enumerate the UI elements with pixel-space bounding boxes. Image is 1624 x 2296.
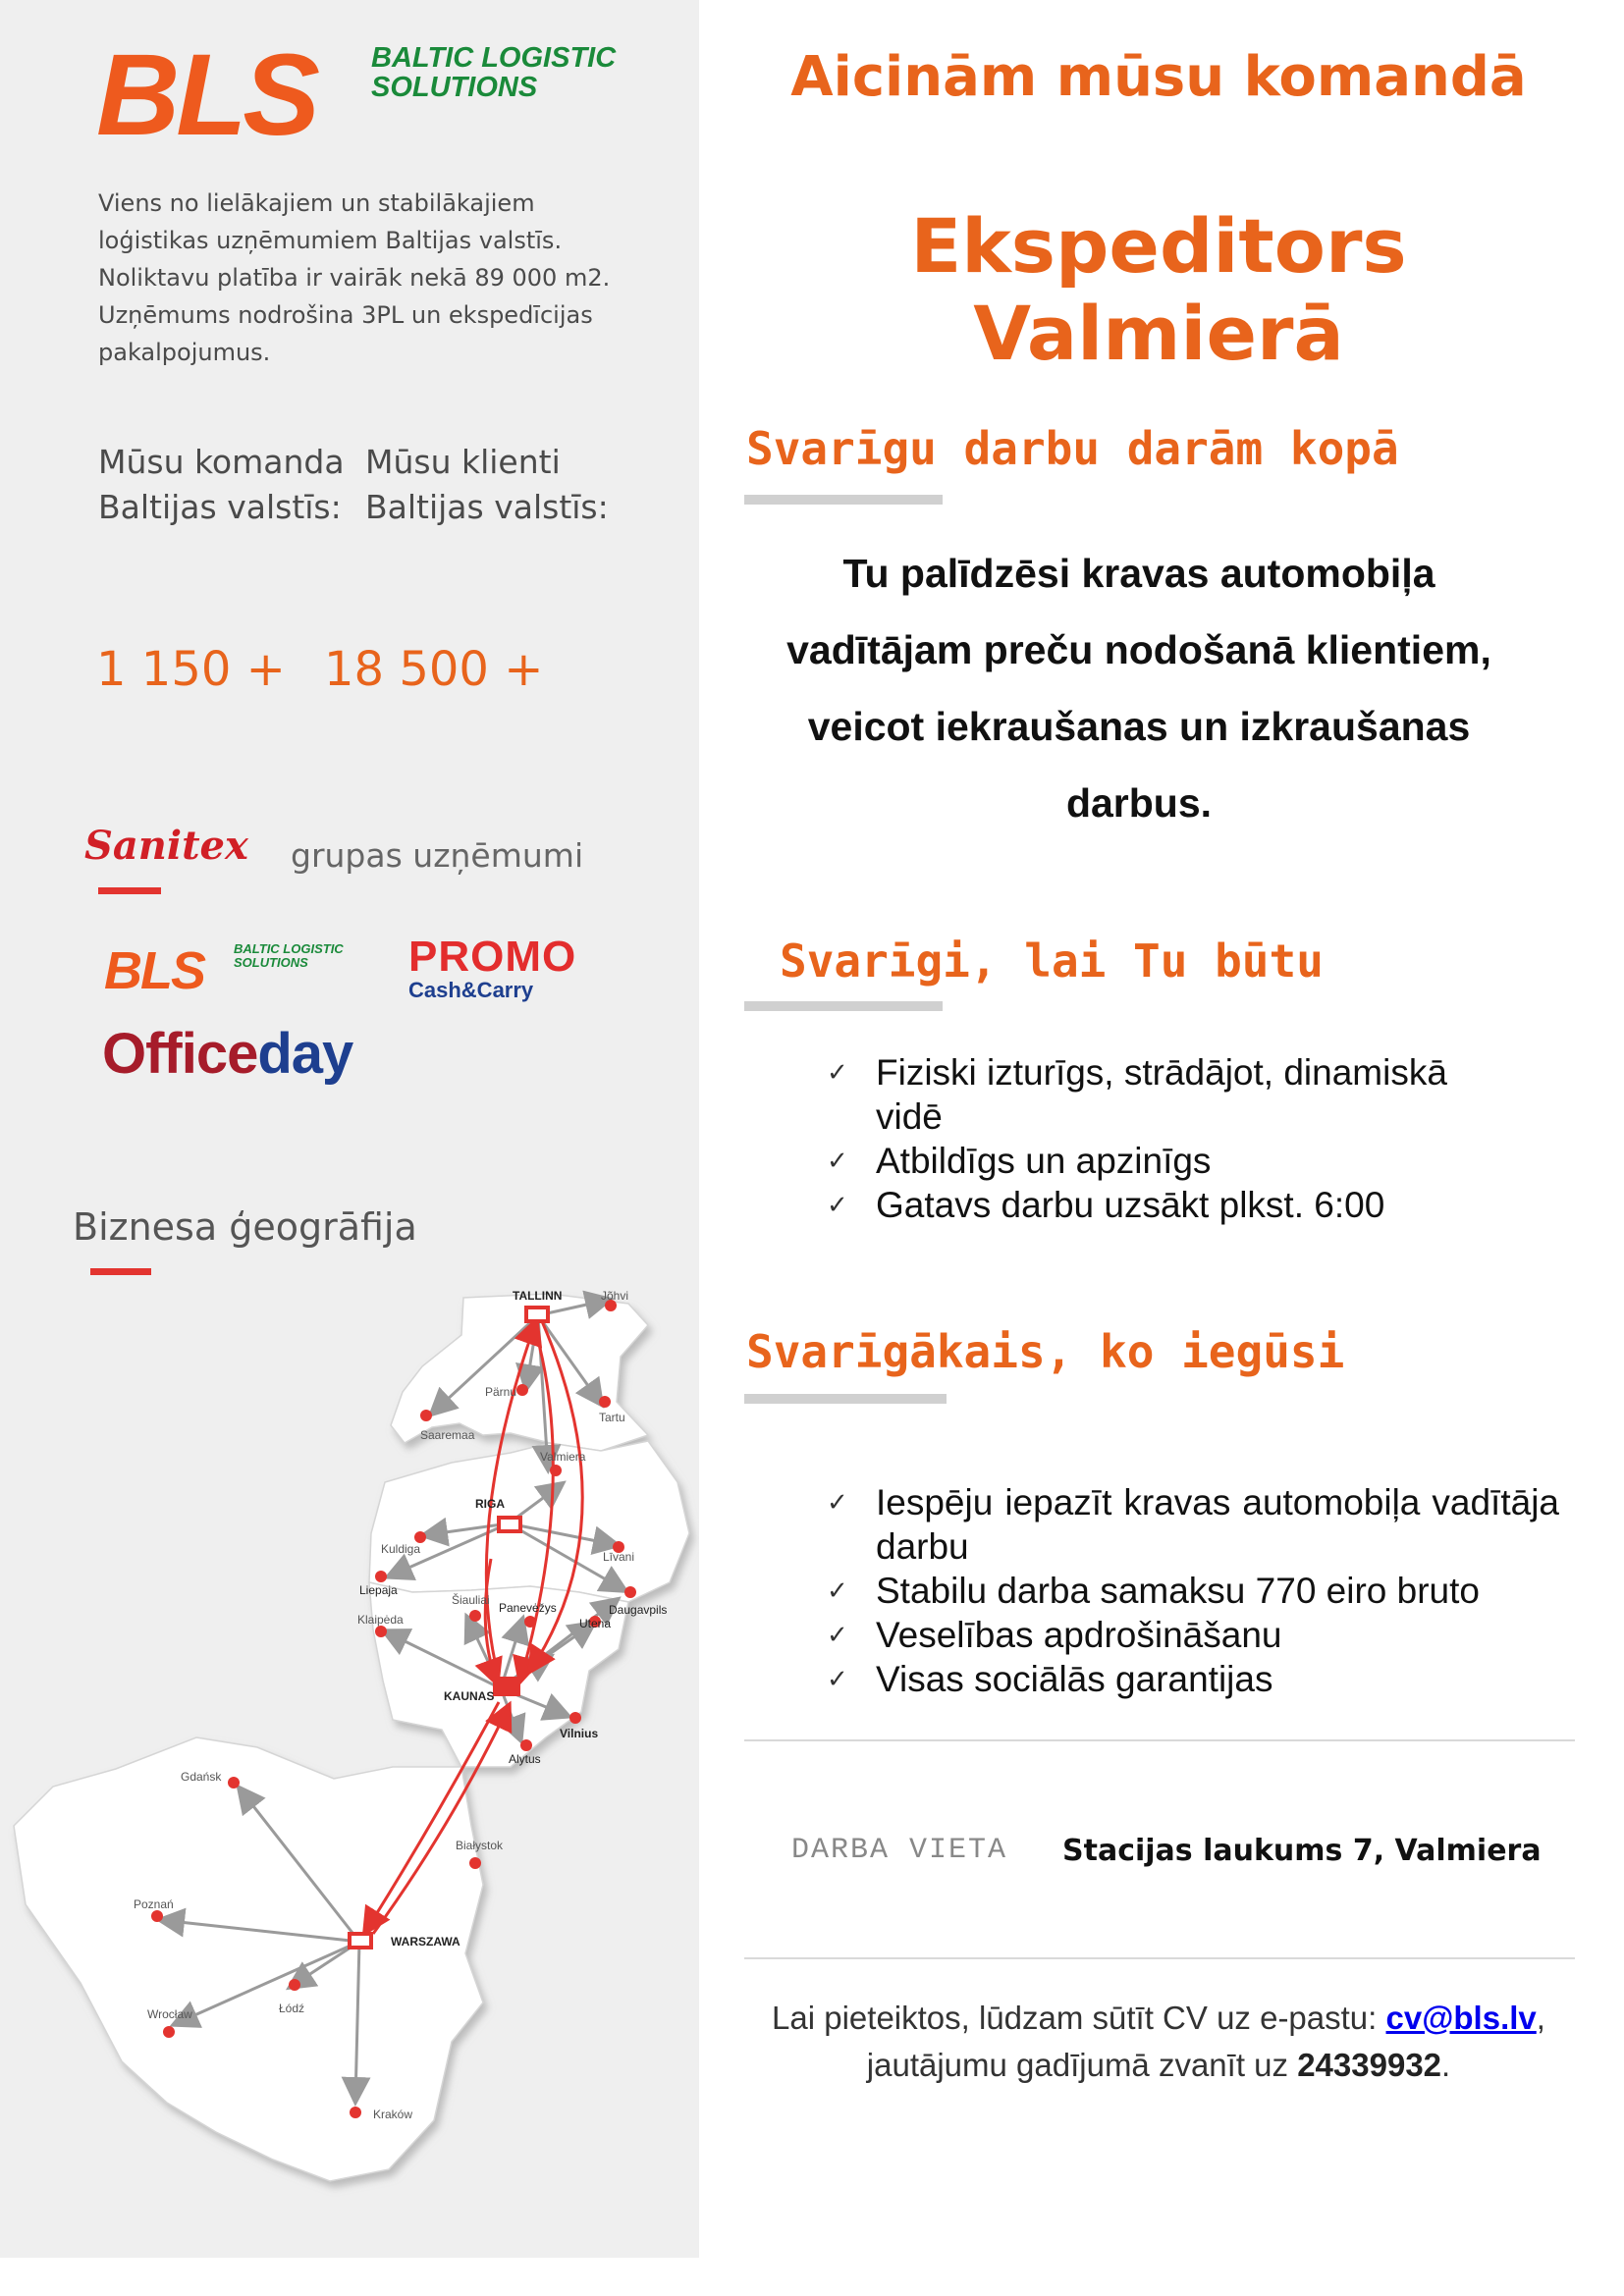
red-accent-bar (90, 1268, 151, 1275)
location-label: DARBA VIETA (791, 1834, 1008, 1867)
stat-clients-label (365, 440, 609, 530)
bls-small-line2: SOLUTIONS (234, 955, 308, 970)
label-krakow: Kraków (373, 2108, 413, 2121)
list-item (827, 1569, 1559, 1613)
bls-logo-mark: BLS (96, 30, 316, 160)
benefit-text: Iespēju iepazīt kravas automobiļa vadītāja darbu (876, 1482, 1559, 1567)
bls-logo-line1: BALTIC LOGISTIC (371, 42, 617, 74)
label-alytus: Alytus (509, 1752, 541, 1766)
officeday-part-a: Office (102, 1022, 258, 1086)
contact-line-2 (727, 2042, 1591, 2089)
label-saaremaa: Saaremaa (420, 1428, 475, 1442)
stat-label-line: Mūsu komanda (98, 443, 345, 481)
contact-line-1 (727, 1995, 1591, 2042)
pin-icon (520, 1739, 532, 1751)
pin-icon (228, 1777, 240, 1789)
intro-line: Viens no lielākajiem un stabilākajiem (98, 189, 535, 217)
job-title: Ekspeditors Valmierā (910, 202, 1407, 377)
check-icon: ✓ (827, 1620, 848, 1649)
officeday-part-b: day (257, 1022, 353, 1086)
stat-clients-value: 18 500 + (324, 642, 544, 697)
pin-icon (375, 1626, 387, 1637)
label-vilnius: Vilnius (560, 1727, 599, 1740)
geography-title: Biznesa ģeogrāfija (73, 1205, 417, 1249)
requirement-text: Fiziski izturīgs, strādājot, dinamiskā vidē (876, 1052, 1447, 1137)
pin-icon (350, 2107, 361, 2118)
label-tartu: Tartu (599, 1411, 625, 1424)
stat-team-label (98, 440, 345, 530)
pin-icon (151, 1910, 163, 1922)
label-poznan: Poznań (134, 1897, 174, 1911)
label-parnu: Pärnu (485, 1385, 517, 1399)
requirement-text: Gatavs darbu uzsākt plkst. 6:00 (876, 1185, 1385, 1225)
officeday-logo (102, 1021, 352, 1087)
benefit-text: Veselības apdrošināšanu (876, 1615, 1282, 1655)
hub-tallinn (526, 1308, 548, 1321)
poland-shape (14, 1737, 483, 2181)
sanitex-logo: Sanitex (84, 823, 248, 869)
bls-small-line1: BALTIC LOGISTIC (234, 941, 344, 956)
contact-prefix: Lai pieteiktos, lūdzam sūtīt CV uz e-pastu: (772, 2000, 1386, 2036)
pin-icon (550, 1465, 562, 1476)
headline-invite: Aicinām mūsu komandā (790, 45, 1527, 109)
pin-icon (420, 1410, 432, 1421)
bls-logo-text (371, 43, 616, 102)
bls-logo-line2: SOLUTIONS (371, 72, 538, 103)
intro-line: pakalpojumus. (98, 339, 271, 366)
pin-icon (375, 1571, 387, 1582)
check-icon: ✓ (827, 1190, 848, 1219)
section-underline (744, 1001, 943, 1011)
stat-label-line: Baltijas valstīs: (365, 488, 609, 526)
description-line: vadītājam preču nodošanā klientiem, (786, 627, 1491, 672)
label-warszawa: WARSZAWA (391, 1935, 460, 1949)
label-lodz: Łódź (279, 2002, 305, 2015)
stat-team-value: 1 150 + (96, 642, 286, 697)
label-siauliai: Šiauliai (452, 1593, 490, 1607)
section-title-benefits: Svarīgākais, ko iegūsi (746, 1325, 1345, 1378)
divider (744, 1957, 1575, 1959)
pin-icon (516, 1384, 528, 1396)
contact-phone-prefix: jautājumu gadījumā zvanīt uz (866, 2047, 1298, 2083)
pin-icon (163, 2026, 175, 2038)
label-valmiera: Valmiera (540, 1450, 586, 1464)
contact-comma: , (1536, 2000, 1545, 2036)
email-link[interactable]: cv@bls.lv (1385, 2000, 1537, 2036)
red-accent-bar (98, 887, 161, 894)
intro-line: Noliktavu platība ir vairāk nekā 89 000 m2. (98, 264, 611, 292)
label-klaipeda: Klaipėda (357, 1613, 404, 1627)
pin-icon (469, 1610, 481, 1622)
hub-warszawa (350, 1934, 371, 1948)
check-icon: ✓ (827, 1146, 848, 1175)
phone-number: 24339932 (1297, 2047, 1442, 2083)
label-johvi: Jõhvi (601, 1289, 629, 1303)
latvia-shape (369, 1441, 689, 1602)
job-description (727, 535, 1551, 841)
list-item (827, 1480, 1559, 1569)
stat-label-line: Mūsu klienti (365, 443, 561, 481)
label-panevezys: Panevėžys (499, 1601, 557, 1615)
check-icon: ✓ (827, 1664, 848, 1693)
section-title-requirements: Svarīgi, lai Tu būtu (780, 934, 1324, 988)
description-line: Tu palīdzēsi kravas automobiļa (842, 551, 1435, 596)
group-caption: grupas uzņēmumi (291, 836, 584, 875)
cashcarry-logo: Cash&Carry (408, 978, 534, 1002)
section-underline (744, 1394, 947, 1404)
pin-icon (569, 1712, 581, 1724)
contact-period: . (1441, 2047, 1451, 2083)
benefit-text: Stabilu darba samaksu 770 eiro bruto (876, 1571, 1480, 1611)
requirements-list (827, 1050, 1475, 1227)
check-icon: ✓ (827, 1487, 848, 1517)
bls-small-logo-mark: BLS (104, 941, 204, 1000)
list-item (827, 1657, 1559, 1701)
hub-kaunas (495, 1679, 518, 1694)
description-line: veicot iekraušanas un izkraušanas (807, 704, 1471, 749)
stat-label-line: Baltijas valstīs: (98, 488, 342, 526)
contact-info (727, 1995, 1591, 2089)
check-icon: ✓ (827, 1057, 848, 1087)
label-daugavpils: Daugavpils (609, 1603, 668, 1617)
label-riga: RIGA (475, 1497, 505, 1511)
company-intro (98, 185, 668, 371)
intro-line: Uzņēmums nodrošina 3PL un ekspedīcijas (98, 301, 593, 329)
pin-icon (624, 1586, 636, 1598)
label-liepaja: Liepaja (359, 1583, 398, 1597)
list-item (827, 1139, 1475, 1183)
label-utena: Utena (579, 1617, 612, 1630)
pin-icon (289, 1979, 300, 1991)
check-icon: ✓ (827, 1575, 848, 1605)
baltic-poland-map (0, 1276, 699, 2218)
label-gdansk: Gdańsk (181, 1770, 222, 1784)
requirement-text: Atbildīgs un apzinīgs (876, 1141, 1212, 1181)
description-line: darbus. (1065, 780, 1213, 826)
hub-riga (499, 1518, 520, 1531)
list-item (827, 1183, 1475, 1227)
list-item (827, 1050, 1475, 1139)
section-underline (744, 495, 943, 505)
label-wroclaw: Wrocław (147, 2007, 192, 2021)
location-value: Stacijas laukums 7, Valmiera (1062, 1834, 1542, 1868)
benefits-list (827, 1480, 1559, 1701)
pin-icon (599, 1396, 611, 1408)
label-livani: Līvani (603, 1550, 635, 1564)
intro-line: loģistikas uzņēmumiem Baltijas valstīs. (98, 227, 563, 254)
label-bialystok: Białystok (456, 1839, 504, 1852)
section-title-work: Svarīgu darbu darām kopā (746, 422, 1399, 475)
label-tallinn: TALLINN (513, 1289, 563, 1303)
pin-icon (524, 1616, 536, 1628)
label-kuldiga: Kuldiga (381, 1542, 421, 1556)
label-kaunas: KAUNAS (444, 1689, 495, 1703)
promo-logo: PROMO (408, 933, 577, 981)
pin-icon (469, 1857, 481, 1869)
benefit-text: Visas sociālās garantijas (876, 1659, 1273, 1699)
list-item (827, 1613, 1559, 1657)
bls-small-logo-text (234, 942, 344, 970)
divider (744, 1739, 1575, 1741)
